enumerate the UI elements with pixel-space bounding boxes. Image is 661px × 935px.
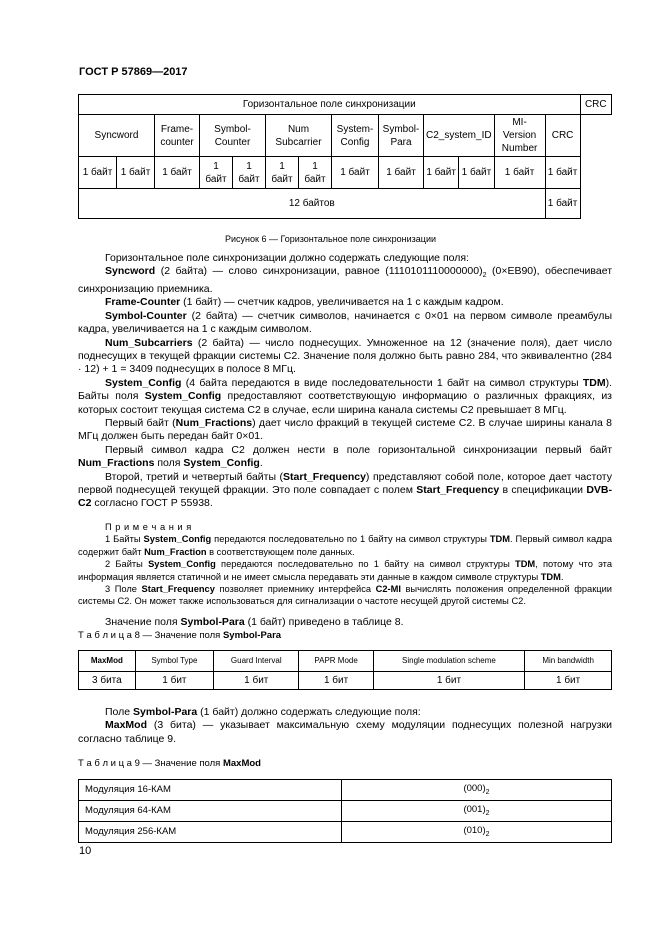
start-frequency-text-2: ) представляют собой поле, которое дает частоту первой поднесущей текущей фракции. Это поле совпадает с полем <box>78 470 612 496</box>
table9-code: $(010)_2$ <box>342 822 612 843</box>
symbol-counter-paragraph <box>78 310 612 337</box>
syncword-base: 2 <box>482 272 487 280</box>
first-symbol-text-3: . <box>259 457 263 470</box>
table-row <box>79 801 612 822</box>
note-1-term-2: Num_Fraction <box>144 546 207 557</box>
table9-caption <box>78 758 261 769</box>
byte-cell: 1 байт <box>424 157 459 189</box>
maxmod-term: MaxMod <box>105 719 147 732</box>
field-c2-system-id: C2_system_ID <box>424 115 495 157</box>
symbol-para-text-2: (1 байт) должно содержать следующие поля: <box>197 706 421 718</box>
figure6-title-cell: Горизонтальное поле синхронизации <box>79 95 581 115</box>
byte-cell: 1 байт <box>494 157 545 189</box>
start-frequency-text: Второй, третий и четвертый байты ( <box>105 470 284 483</box>
table9-mod: Модуляция 64-КАМ <box>79 801 342 822</box>
field-syncword: Syncword <box>79 115 155 157</box>
note-2 <box>78 558 612 583</box>
num-fractions-text: Первый байт ( <box>105 416 176 429</box>
system-config-text-2: ). Байты поля <box>78 376 612 403</box>
syncword-text-2: (0×EB90), обеспечивает синхронизацию приемника. <box>78 265 613 295</box>
field-symbol-counter: Symbol-Counter <box>200 115 266 157</box>
system-config-term-3: System_Config <box>183 457 260 470</box>
tdm-term: TDM <box>582 376 606 389</box>
system-config-paragraph <box>78 377 612 417</box>
table9-code: $(000)_2$ <box>342 780 612 801</box>
field-num-subcarrier: Num Subcarrier <box>266 115 332 157</box>
table8-value: 1 бит <box>214 672 299 690</box>
table-row <box>79 780 612 801</box>
start-frequency-paragraph <box>78 471 612 511</box>
byte-cell: 1 байт <box>200 157 233 189</box>
note-1-tdm: TDM <box>489 534 510 545</box>
note-2-tdm: TDM <box>515 559 536 570</box>
frame-counter-term: Frame-Counter <box>105 296 181 309</box>
dvb-c2-term: DVB-C2 <box>78 484 612 510</box>
syncword-term: Syncword <box>105 265 156 278</box>
byte-cell: 1 байт <box>117 157 155 189</box>
symbol-para-term: Symbol-Para <box>133 706 198 718</box>
byte-cell: 1 байт <box>299 157 332 189</box>
note-3-text-3: вычислять положения определенной фракции системы C2. Он может также использоваться для сигнализации о частоте несущей другой системы C2. <box>78 584 612 607</box>
body-text <box>78 252 612 511</box>
num-subcarriers-text: (2 байта) — число поднесущих. Умноженное на 12 (значение поля), дает число поднесущих в текущей фракции системы C2. Значение поля должно быть равно 284, что эквивалентно (284 · 12) + 1 = 3409 поднесущих в полосе 8 МГц. <box>78 336 612 376</box>
note-1-text-2: передаются последовательно по 1 байту на символ структуры <box>211 534 490 545</box>
table8-header: Min bandwidth <box>525 651 612 672</box>
table9-mod: Модуляция 256-КАМ <box>79 822 342 843</box>
field-crc: CRC <box>545 115 580 157</box>
num-fractions-text-2: ) дает число фракций в текущей системе C2. В случае ширины канала 8 МГц должен быть передан байт 0×01. <box>78 416 612 443</box>
byte-cell: 1 байт <box>459 157 494 189</box>
note-3-c2mi: C2-MI <box>375 584 401 595</box>
note-1-text-4: в соответствующем поле данных. <box>206 546 355 557</box>
symbol-counter-text: (2 байта) — счетчик символов, начинается с 0×01 на первом символе преамбулы кадра, увеличивается на 1 с каждым символом. <box>78 309 612 336</box>
table9-mod: Модуляция 16-КАМ <box>79 780 342 801</box>
maxmod-text: (3 бита) — указывает максимальную схему модуляции поднесущих полезной нагрузки согласно таблице 9. <box>78 719 612 745</box>
crc-bytes-cell: 1 байт <box>545 189 580 219</box>
notes-block <box>78 521 612 608</box>
note-2-text-4: . <box>560 571 564 582</box>
byte-cell: 1 байт <box>233 157 266 189</box>
symbol-para-paragraph <box>78 706 612 719</box>
note-2-text-2: передаются последовательно по 1 байту на символ структуры <box>215 559 516 570</box>
notes-title: П р и м е ч а н и я <box>105 522 192 532</box>
first-symbol-paragraph <box>78 444 612 471</box>
table8-header: MaxMod <box>79 651 136 672</box>
note-3-term: Start_Frequency <box>141 584 215 595</box>
note-1-text: 1 Байты <box>105 534 144 545</box>
start-frequency-term: Start_Frequency <box>283 470 366 483</box>
field-system-config: System-Config <box>332 115 379 157</box>
table-row <box>79 822 612 843</box>
num-subcarriers-term: Num_Subcarriers <box>105 336 193 349</box>
table8-value: 1 бит <box>299 672 373 690</box>
note-3-text-2: позволяет приемнику интерфейса <box>214 584 376 595</box>
page-number: 10 <box>79 845 92 857</box>
num-fractions-paragraph <box>78 417 612 444</box>
table8-value: 1 бит <box>373 672 525 690</box>
note-3-text: 3 Поле <box>105 584 142 595</box>
document-header: ГОСТ Р 57869—2017 <box>79 66 188 78</box>
first-symbol-text: Первый символ кадра C2 должен нести в поле горизонтальной синхронизации первый байт <box>105 443 612 456</box>
table9-caption-text: Т а б л и ц а 9 — Значение поля <box>78 758 223 769</box>
num-fractions-term-2: Num_Fractions <box>78 457 155 470</box>
start-frequency-text-4: согласно ГОСТ Р 55938. <box>91 497 213 510</box>
byte-cell: 1 байт <box>155 157 200 189</box>
system-config-term-2: System_Config <box>144 390 222 403</box>
table9 <box>78 779 612 843</box>
field-mi-version: MI-Version Number <box>494 115 545 157</box>
note-1-text-3: . Первый символ кадра содержит байт <box>78 534 612 557</box>
system-config-term: System_Config <box>105 376 182 389</box>
syncword-paragraph <box>78 265 612 296</box>
byte-cell: 1 байт <box>266 157 299 189</box>
table9-caption-term: MaxMod <box>222 758 261 769</box>
table8-value: 3 бита <box>79 672 136 690</box>
figure6-caption: Рисунок 6 — Горизонтальное поле синхронизации <box>225 234 436 244</box>
table8-intro-text-2: (1 байт) приведено в таблице 8. <box>244 616 404 628</box>
table8-intro-text: Значение поля <box>105 616 181 628</box>
table8-value: 1 бит <box>135 672 213 690</box>
field-frame-counter: Frame-counter <box>155 115 200 157</box>
after-table8 <box>78 706 612 746</box>
intro-paragraph: Горизонтальное поле синхронизации должно содержать следующие поля: <box>105 252 469 264</box>
table8-header: Single modulation scheme <box>373 651 525 672</box>
table8-header: PAPR Mode <box>299 651 373 672</box>
table8 <box>78 650 612 690</box>
table8-value: 1 бит <box>525 672 612 690</box>
table8-intro <box>78 616 612 629</box>
byte-cell: 1 байт <box>545 157 580 189</box>
table8-caption <box>78 630 281 641</box>
maxmod-paragraph <box>78 719 612 746</box>
first-symbol-text-2: поля <box>154 457 184 470</box>
table8-caption-term: Symbol-Para <box>222 630 282 641</box>
system-config-text-3: предоставляют соответствующую информацию о различных фракциях, из которых состоит текущая система C2 в случае, если ширина канала системы C2 превышает 8 МГц. <box>78 390 612 416</box>
start-frequency-text-3: в спецификации <box>499 484 587 496</box>
system-config-text: (4 байта передаются в виде последовательности 1 байт на символ структуры <box>181 376 583 389</box>
table8-intro-term: Symbol-Para <box>180 616 245 628</box>
note-1-term: System_Config <box>143 534 212 545</box>
table8-header: Guard Interval <box>214 651 299 672</box>
note-1 <box>78 533 612 558</box>
frame-counter-paragraph <box>78 296 612 309</box>
symbol-counter-term: Symbol-Counter <box>105 309 187 322</box>
table8-caption-text: Т а б л и ц а 8 — Значение поля <box>78 630 223 641</box>
num-fractions-term: Num_Fractions <box>175 416 253 429</box>
table8-header: Symbol Type <box>135 651 213 672</box>
note-2-tdm-2: TDM <box>540 571 561 582</box>
note-2-text: 2 Байты <box>105 559 149 570</box>
byte-cell: 1 байт <box>79 157 117 189</box>
note-2-text-3: , потому что эта информация является статичной и не имеет смысла передавать эти данные в каждом символе структуры <box>78 559 612 582</box>
syncword-text: (2 байта) — слово синхронизации, равное (1110101110000000) <box>155 265 483 278</box>
field-symbol-para: Symbol-Para <box>379 115 424 157</box>
note-2-term: System_Config <box>148 559 216 570</box>
total-bytes-cell: 12 байтов <box>79 189 546 219</box>
frame-counter-text: (1 байт) — счетчик кадров, увеличивается на 1 с каждым кадром. <box>180 296 504 309</box>
figure6-crc-header: CRC <box>580 95 611 115</box>
byte-cell: 1 байт <box>379 157 424 189</box>
start-frequency-term-2: Start_Frequency <box>416 484 500 496</box>
figure6-table <box>78 94 612 219</box>
num-subcarriers-paragraph <box>78 337 612 377</box>
note-3 <box>78 583 612 608</box>
byte-cell: 1 байт <box>332 157 379 189</box>
symbol-para-text: Поле <box>105 706 134 718</box>
table9-code: $(001)_2$ <box>342 801 612 822</box>
